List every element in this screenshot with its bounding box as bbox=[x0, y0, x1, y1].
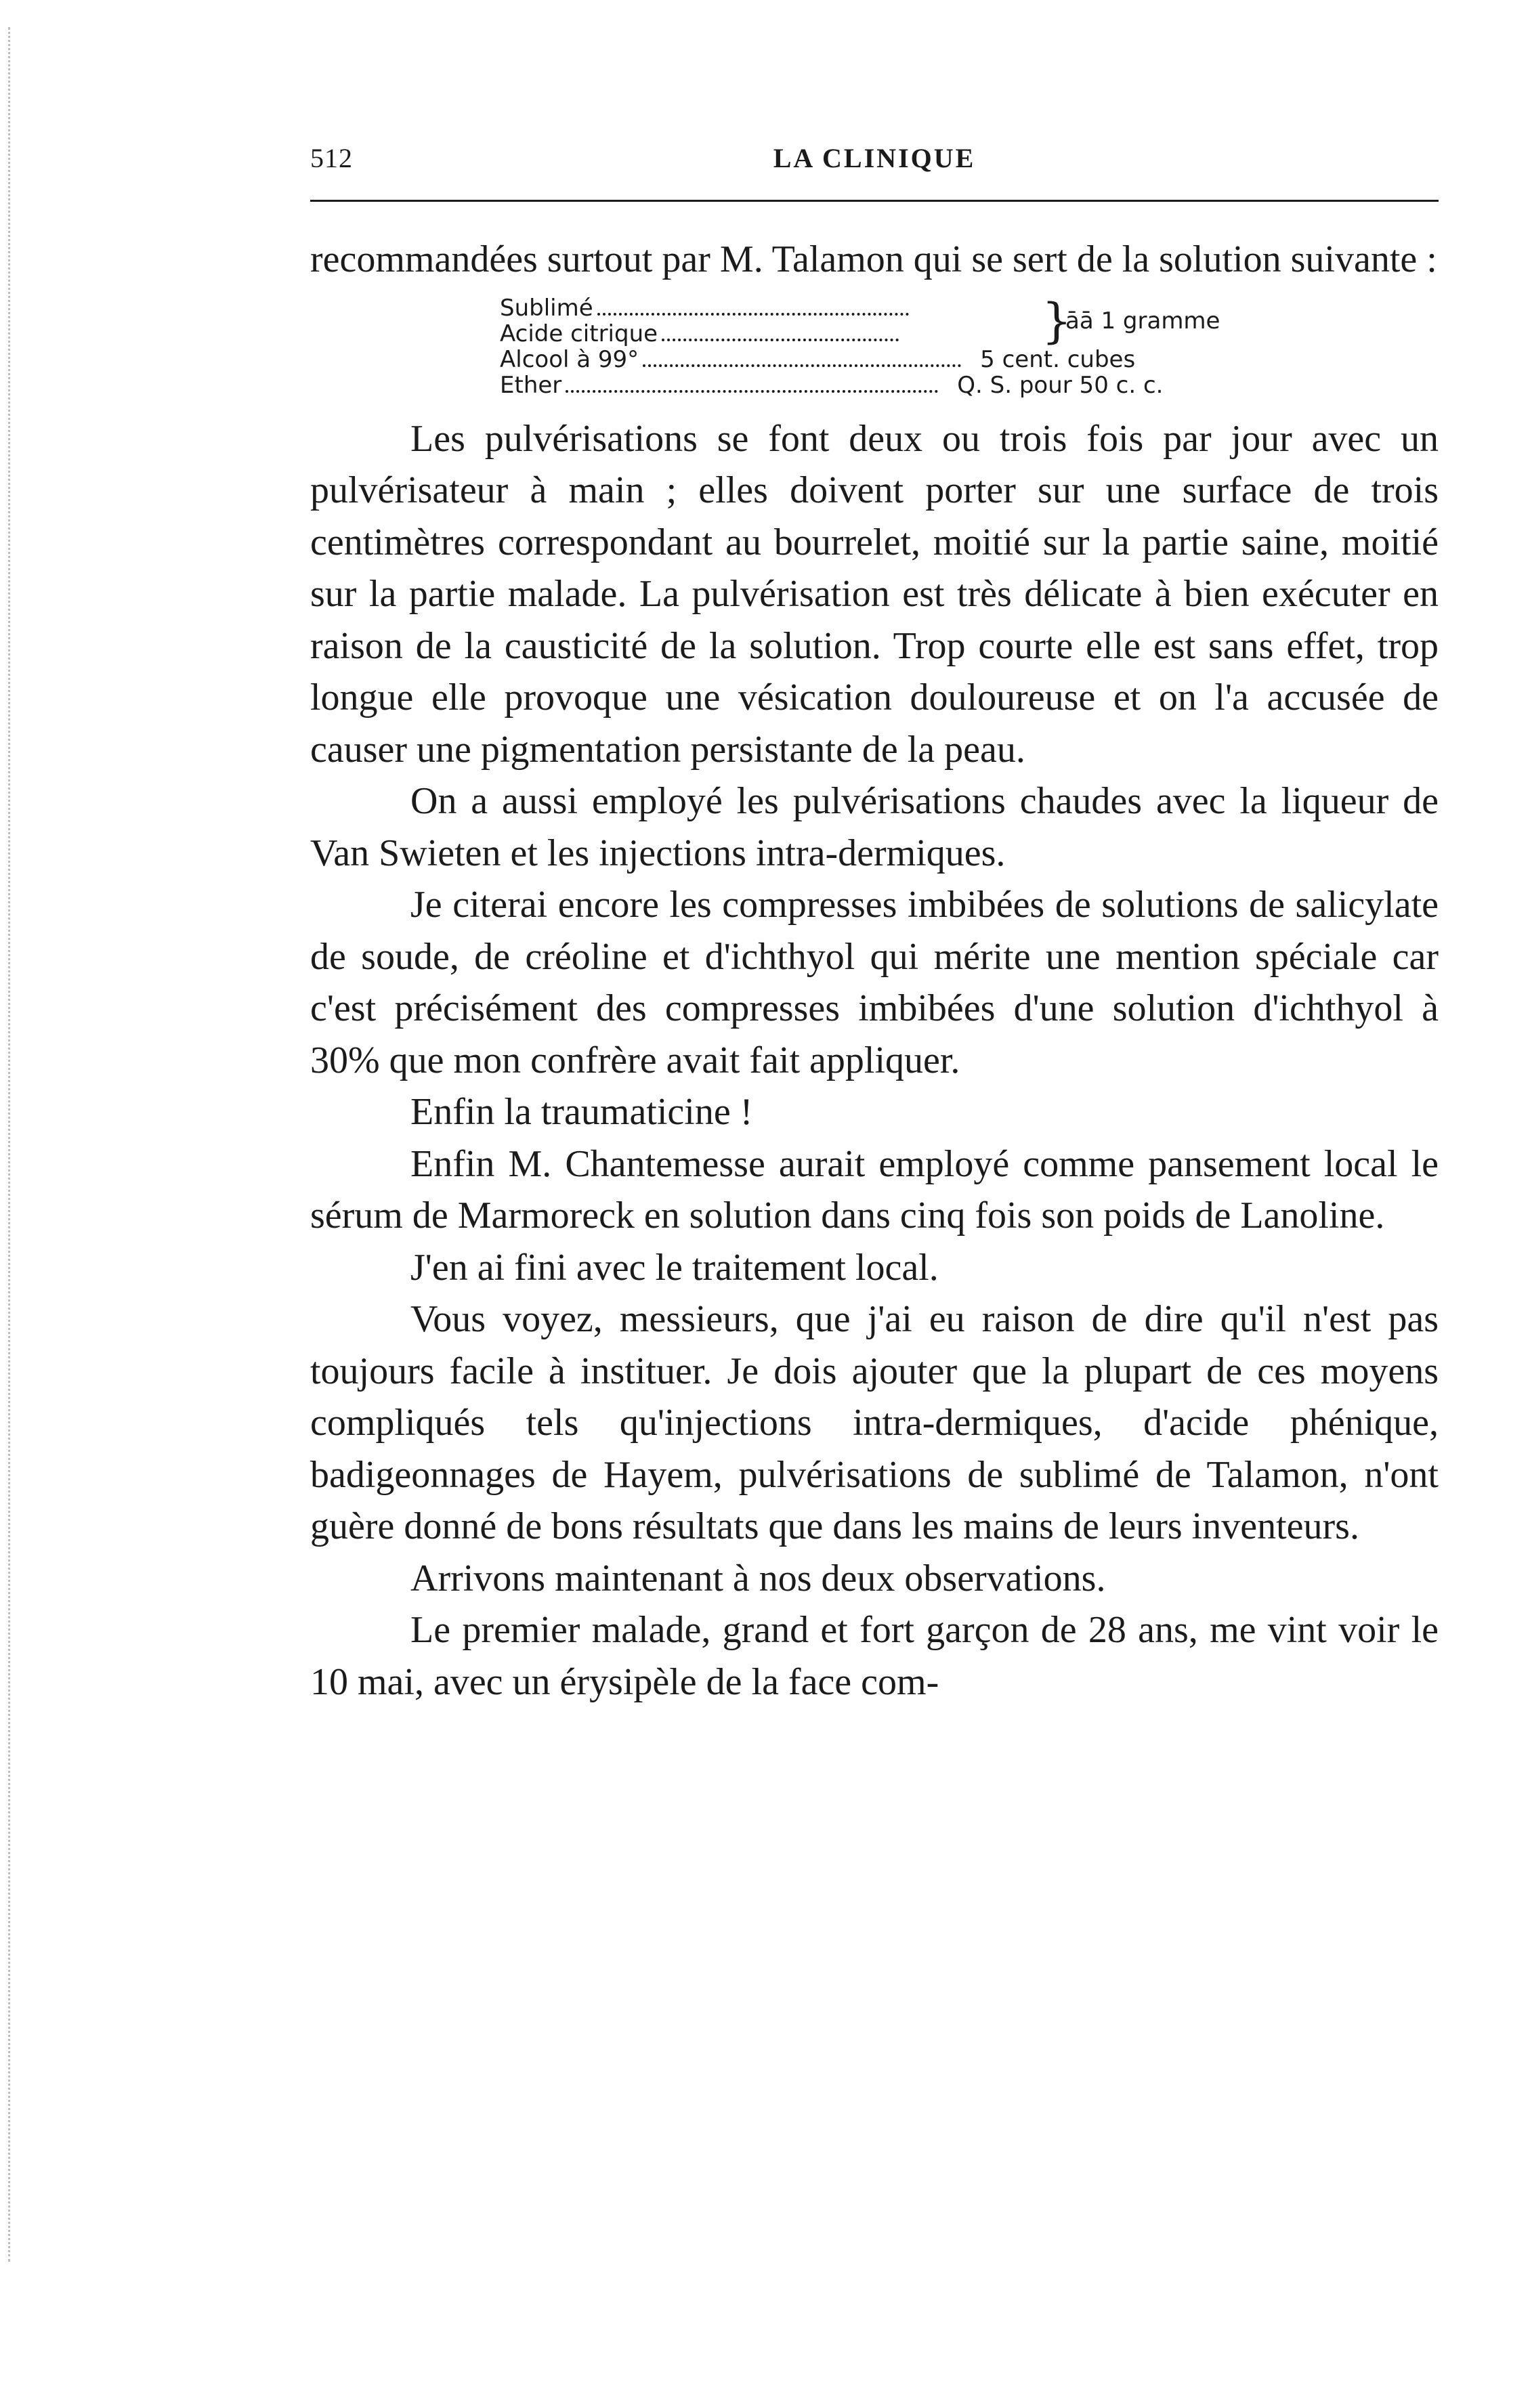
formula-row bbox=[500, 321, 1380, 347]
formula-ingredient: Sublimé bbox=[500, 294, 593, 322]
formula-ingredient: Acide citrique bbox=[500, 320, 658, 347]
paragraph: Vous voyez, messieurs, que j'ai eu raison de dire qu'il n'est pas toujours facile à instituer. Je dois ajouter que la plupart de ces moyens compliqués tels qu'injections intra-dermiques, d'acide phénique, badigeonnages de Hayem, pulvérisations de sublimé de Talamon, n'ont guère donné de bons résultats que dans les mains de leurs inventeurs. bbox=[310, 1298, 1439, 1547]
body-text bbox=[310, 234, 1439, 1708]
formula-shared-quantity: āā 1 gramme bbox=[1065, 307, 1220, 335]
formula-quantity: 5 cent. cubes bbox=[980, 345, 1136, 373]
leader-dots bbox=[662, 339, 899, 341]
leader-dots bbox=[566, 390, 938, 393]
formula-quantity: Q. S. pour 50 c. c. bbox=[957, 371, 1164, 399]
formula-row bbox=[500, 372, 1367, 398]
formula-brace-group bbox=[500, 295, 1380, 347]
formula-ingredient: Ether bbox=[500, 371, 562, 399]
paragraph: On a aussi employé les pulvérisations chaudes avec la liqueur de Van Swieten et les injections intra-dermiques. bbox=[310, 780, 1439, 874]
leader-dots bbox=[597, 313, 909, 316]
leader-dots bbox=[643, 364, 961, 367]
page-edge-marks bbox=[8, 27, 16, 2262]
formula-ingredient: Alcool à 99° bbox=[500, 345, 639, 373]
paragraph: Arrivons maintenant à nos deux observations. bbox=[410, 1557, 1106, 1599]
paragraph: Enfin M. Chantemesse aurait employé comme pansement local le sérum de Marmoreck en solution dans cinq fois son poids de Lanoline. bbox=[310, 1142, 1439, 1237]
paragraph: Enfin la traumaticine ! bbox=[410, 1091, 753, 1133]
running-head bbox=[310, 142, 1439, 183]
formula-row bbox=[500, 347, 1367, 372]
running-title: LA CLINIQUE bbox=[773, 143, 976, 173]
paragraph: J'en ai fini avec le traitement local. bbox=[410, 1246, 939, 1289]
paragraph: Je citerai encore les compresses imbibées de solutions de salicylate de soude, de créoline et d'ichthyol qui mérite une mention spéciale car c'est précisément des compresses imbibées d'une solution d'ichthyol à 30% que mon confrère avait fait appliquer. bbox=[310, 884, 1439, 1081]
formula-row bbox=[500, 295, 1380, 321]
header-rule bbox=[310, 200, 1439, 202]
paragraph: Les pulvérisations se font deux ou trois fois par jour avec un pulvérisateur à main ; elles doivent porter sur une surface de trois centimètres correspondant au bourrelet, moitié sur la partie saine, moitié sur la partie malade. La pulvérisation est très délicate à bien exécuter en raison de la causticité de la solution. Trop courte elle est sans effet, trop longue elle provoque une vésication douloureuse et on l'a accusée de causer une pigmentation persistante de la peau. bbox=[310, 417, 1439, 771]
paragraph: Le premier malade, grand et fort garçon de 28 ans, me vint voir le 10 mai, avec un érysipèle de la face com- bbox=[310, 1609, 1439, 1703]
page-number: 512 bbox=[310, 143, 353, 173]
formula-block bbox=[500, 295, 1380, 398]
intro-paragraph: recommandées surtout par M. Talamon qui se sert de la solution suivante : bbox=[310, 238, 1437, 280]
right-brace-icon: } bbox=[1042, 293, 1072, 349]
